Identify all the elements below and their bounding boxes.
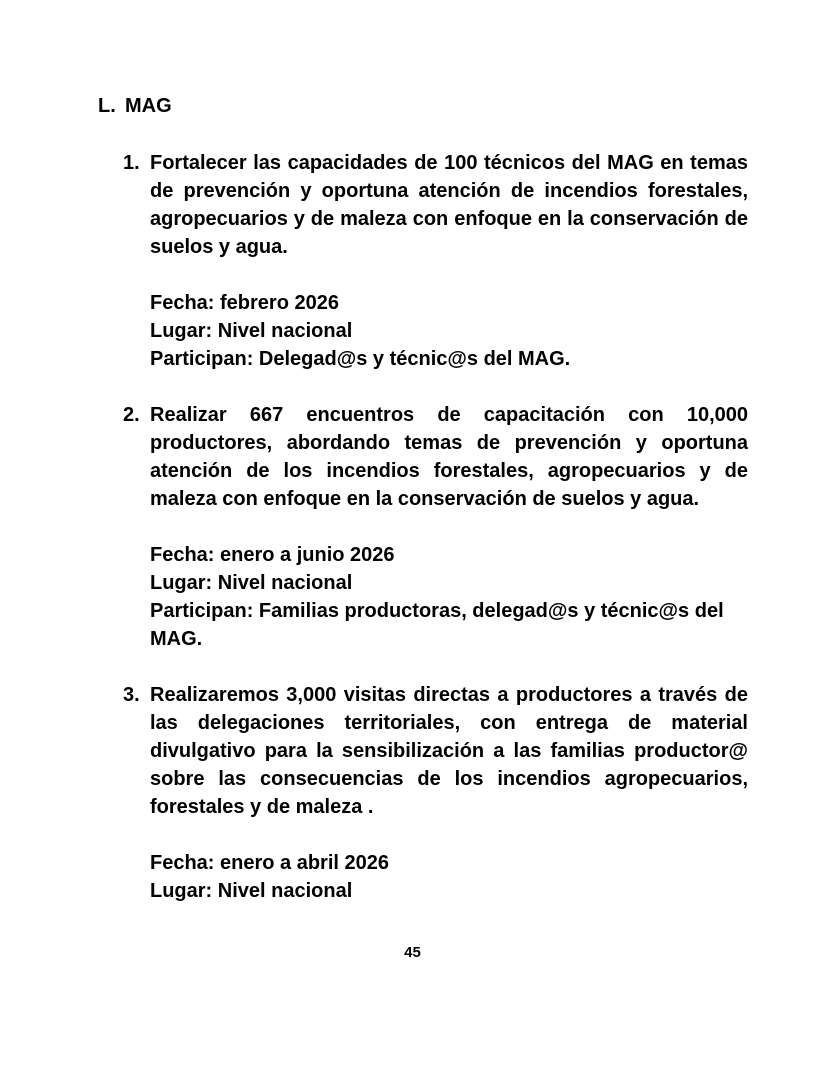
detail-lugar: Lugar: Nivel nacional [150,880,353,902]
list-item-content [150,149,748,373]
detail-fecha: Fecha: enero a junio 2026 [150,544,395,566]
list-item-number: 3. [123,684,140,706]
list-item-number: 1. [123,152,140,174]
section-heading-label: L. [98,95,116,117]
numbered-list [123,149,825,905]
list-item-body: Realizaremos 3,000 visitas directas a productores a través de las delegaciones territoriales, con entrega de material divulgativo para la sensibilización a las familias productor@ sobre las consecuencias de los incendios agropecuarios, forestales y de maleza . [150,684,748,818]
detail-participan: Participan: Familias productoras, delegad@s y técnic@s del MAG. [150,600,724,650]
list-item-body: Realizar 667 encuentros de capacitación con 10,000 productores, abordando temas de prevención y oportuna atención de los incendios forestales, agropecuarios y de maleza con enfoque en la conservación de suelos y agua. [150,404,748,510]
list-item-details [150,849,748,905]
detail-fecha: Fecha: febrero 2026 [150,292,339,314]
list-item [123,681,825,905]
list-item-body: Fortalecer las capacidades de 100 técnicos del MAG en temas de prevención y oportuna atención de incendios forestales, agropecuarios y de maleza con enfoque en la conservación de suelos y agua. [150,152,748,258]
list-item-content [150,401,748,653]
section-heading [98,93,825,119]
list-item [123,401,825,653]
page-number: 45 [404,944,421,961]
list-item-content [150,681,748,905]
list-item-number: 2. [123,404,140,426]
section-heading-title: MAG [125,95,172,117]
detail-lugar: Lugar: Nivel nacional [150,320,353,342]
detail-participan: Participan: Delegad@s y técnic@s del MAG. [150,348,571,370]
detail-fecha: Fecha: enero a abril 2026 [150,852,390,874]
detail-lugar: Lugar: Nivel nacional [150,572,353,594]
list-item-details [150,541,748,653]
list-item-details [150,289,748,373]
list-item [123,149,825,373]
